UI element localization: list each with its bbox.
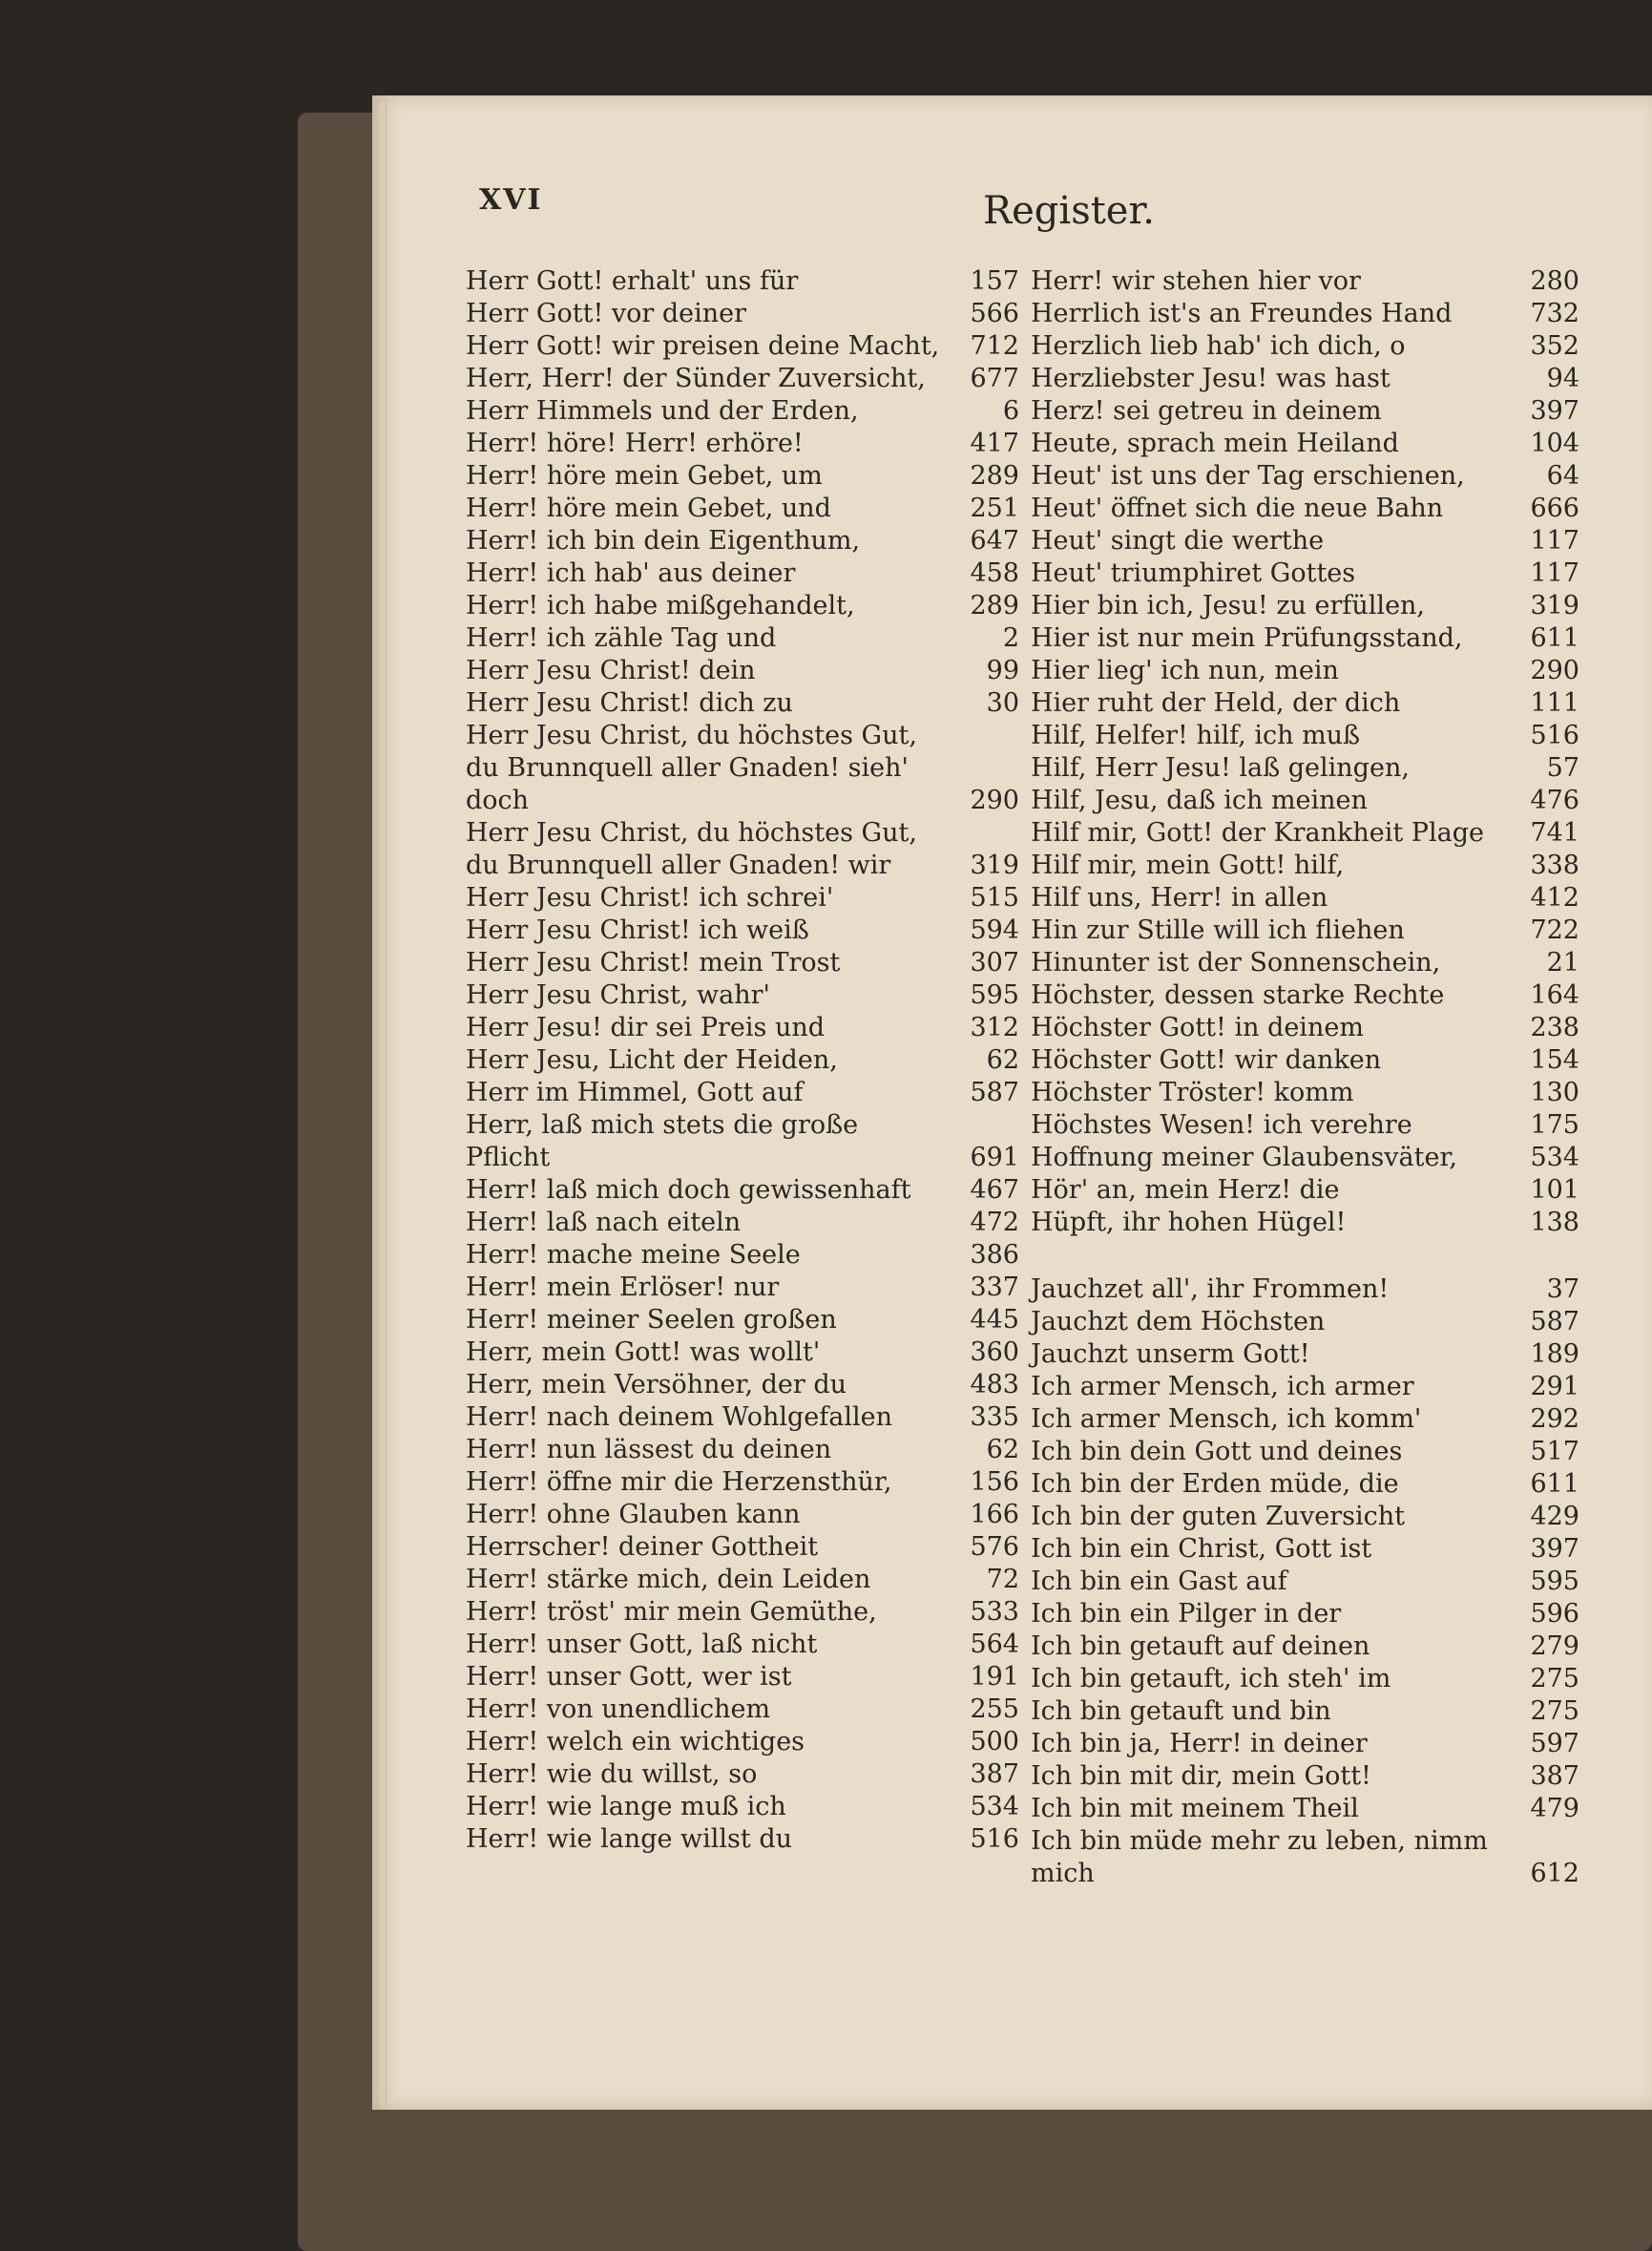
entry-title: Herr, laß mich stets die große Pflicht (466, 1110, 859, 1172)
index-entry (1031, 1273, 1579, 1306)
entry-page-number: 280 (1530, 266, 1579, 296)
index-entry (1031, 752, 1579, 785)
entry-title: Jauchzt unserm Gott! (1031, 1339, 1310, 1369)
entry-page-number: 612 (1530, 1859, 1579, 1888)
entry-title: Herr Jesu Christ! dein (466, 656, 756, 685)
entry-page-number: 517 (1530, 1437, 1579, 1466)
entry-title: Herr Gott! vor deiner (466, 299, 747, 328)
entry-title: Herr Gott! erhalt' uns für (466, 266, 799, 296)
entry-page-number: 595 (1530, 1567, 1579, 1596)
index-entry (1031, 1825, 1579, 1890)
entry-title: Hilf uns, Herr! in allen (1031, 883, 1328, 913)
entry-title: Herrscher! deiner Gottheit (466, 1532, 819, 1562)
entry-title: Herr! laß mich doch gewissenhaft (466, 1175, 911, 1205)
entry-title: Herr Jesu Christ! ich weiß (466, 915, 809, 945)
entry-page-number: 564 (970, 1630, 1019, 1659)
entry-page-number: 166 (970, 1500, 1019, 1529)
index-entry (1031, 720, 1579, 752)
entry-title: Ich armer Mensch, ich komm' (1031, 1404, 1422, 1434)
index-entry (1031, 1501, 1579, 1533)
entry-page-number: 387 (970, 1759, 1019, 1789)
index-entry (466, 1109, 1019, 1174)
entry-page-number: 157 (970, 266, 1019, 296)
entry-page-number: 101 (1530, 1175, 1579, 1205)
entry-page-number: 534 (970, 1792, 1019, 1821)
entry-page-number: 30 (986, 688, 1019, 718)
entry-page-number: 566 (970, 299, 1019, 328)
page-number: XVI (479, 183, 543, 217)
entry-page-number: 534 (1530, 1143, 1579, 1172)
entry-title: Hör' an, mein Herz! die (1031, 1175, 1340, 1205)
index-entry (1031, 1468, 1579, 1501)
entry-page-number: 156 (970, 1467, 1019, 1497)
entry-title: Hilf, Jesu, daß ich meinen (1031, 786, 1368, 815)
index-entry (1031, 1566, 1579, 1598)
entry-page-number: 587 (1530, 1307, 1579, 1336)
index-entry (1031, 1436, 1579, 1468)
index-entry (466, 428, 1019, 460)
entry-title: Herr, Herr! der Sünder Zuversicht, (466, 364, 926, 393)
entry-title: Herzlich lieb hab' ich dich, o (1031, 331, 1406, 361)
index-entry (466, 947, 1019, 979)
entry-title: Heute, sprach mein Heiland (1031, 429, 1399, 458)
index-entry (466, 1694, 1019, 1726)
entry-page-number: 429 (1530, 1502, 1579, 1531)
entry-page-number: 275 (1530, 1696, 1579, 1726)
index-entry (466, 687, 1019, 720)
entry-title: Hier ist nur mein Prüfungsstand, (1031, 623, 1463, 653)
entry-title: Heut' triumphiret Gottes (1031, 558, 1356, 588)
index-entry (466, 363, 1019, 395)
index-entry (466, 1499, 1019, 1531)
entry-title: Herr! laß nach eiteln (466, 1208, 742, 1237)
index-entry (1031, 1207, 1579, 1239)
index-entry (466, 1758, 1019, 1791)
entry-title: Heut' singt die werthe (1031, 526, 1325, 556)
entry-page-number: 62 (986, 1045, 1019, 1075)
index-entry (466, 1369, 1019, 1401)
entry-page-number: 289 (970, 461, 1019, 491)
index-entry (1031, 1533, 1579, 1566)
index-entry (466, 1174, 1019, 1207)
index-entry (466, 1077, 1019, 1109)
entry-title: Höchster, dessen starke Rechte (1031, 980, 1445, 1010)
entry-page-number: 37 (1546, 1274, 1579, 1304)
entry-page-number: 647 (970, 526, 1019, 556)
index-entry (1031, 1174, 1579, 1207)
entry-page-number: 312 (970, 1013, 1019, 1042)
entry-title: Herr! meiner Seelen großen (466, 1305, 837, 1335)
page-edge (380, 101, 387, 2106)
page-title: Register. (983, 189, 1155, 233)
entry-title: Hier ruht der Held, der dich (1031, 688, 1401, 718)
index-entry (1031, 557, 1579, 590)
entry-title: Herr Jesu, Licht der Heiden, (466, 1045, 838, 1075)
entry-page-number: 289 (970, 591, 1019, 621)
entry-page-number: 360 (970, 1337, 1019, 1367)
entry-title: Herr! wir stehen hier vor (1031, 266, 1361, 296)
entry-page-number: 251 (970, 494, 1019, 523)
entry-title: Herr Jesu Christ! ich schrei' (466, 883, 834, 913)
entry-title: Herr Jesu Christ! dich zu (466, 688, 793, 718)
entry-title: Ich armer Mensch, ich armer (1031, 1372, 1414, 1401)
entry-title: Hier lieg' ich nun, mein (1031, 656, 1339, 685)
index-entry (466, 979, 1019, 1012)
entry-title: Herr! ich zähle Tag und (466, 623, 777, 653)
index-entry (1031, 947, 1579, 979)
entry-title: Ich bin getauft auf deinen (1031, 1631, 1370, 1661)
index-entry (466, 1336, 1019, 1369)
index-entry (1031, 687, 1579, 720)
entry-title: Herr! mache meine Seele (466, 1240, 801, 1270)
entry-title: Ich bin der guten Zuversicht (1031, 1502, 1406, 1531)
index-entry (1031, 395, 1579, 428)
entry-title: Herr! wie lange muß ich (466, 1792, 786, 1821)
entry-title: Jauchzt dem Höchsten (1031, 1307, 1326, 1336)
index-entry (1031, 1142, 1579, 1174)
index-entry (1031, 525, 1579, 557)
index-entry (1031, 1728, 1579, 1760)
entry-title: Ich bin der Erden müde, die (1031, 1469, 1399, 1499)
entry-title: Herr Jesu Christ, wahr' (466, 980, 770, 1010)
index-entry (466, 525, 1019, 557)
entry-page-number: 472 (970, 1208, 1019, 1237)
entry-title: Herr! ich bin dein Eigenthum, (466, 526, 861, 556)
entry-title: Hilf mir, mein Gott! hilf, (1031, 851, 1345, 880)
index-entry (466, 330, 1019, 363)
entry-title: Herr! nach deinem Wohlgefallen (466, 1402, 892, 1432)
index-entry (466, 1239, 1019, 1272)
entry-title: Herr Jesu Christ, du höchstes Gut, du Brunnquell aller Gnaden! wir (466, 818, 917, 880)
entry-page-number: 516 (1530, 721, 1579, 750)
entry-page-number: 712 (970, 331, 1019, 361)
entry-page-number: 130 (1530, 1078, 1579, 1107)
index-entry (466, 622, 1019, 655)
entry-title: Herr! tröst' mir mein Gemüthe, (466, 1597, 877, 1627)
index-entry (466, 1401, 1019, 1434)
entry-page-number: 732 (1530, 299, 1579, 328)
index-entry (1031, 1012, 1579, 1044)
entry-page-number: 154 (1530, 1045, 1579, 1075)
entry-page-number: 596 (1530, 1599, 1579, 1629)
entry-title: Ich bin getauft und bin (1031, 1696, 1331, 1726)
index-entry (466, 1791, 1019, 1823)
entry-title: Herr! unser Gott, wer ist (466, 1662, 792, 1692)
index-entry (1031, 1695, 1579, 1728)
entry-page-number: 72 (986, 1565, 1019, 1594)
index-entry (1031, 1109, 1579, 1142)
entry-title: Ich bin müde mehr zu leben, nimm mich (1031, 1826, 1488, 1888)
entry-page-number: 238 (1530, 1013, 1579, 1042)
index-entry (466, 1726, 1019, 1758)
entry-title: Hoffnung meiner Glaubensväter, (1031, 1143, 1457, 1172)
entry-page-number: 666 (1530, 494, 1579, 523)
entry-page-number: 500 (970, 1727, 1019, 1757)
entry-page-number: 104 (1530, 429, 1579, 458)
entry-title: Ich bin ja, Herr! in deiner (1031, 1729, 1368, 1758)
entry-title: Herr! welch ein wichtiges (466, 1727, 805, 1757)
entry-page-number: 191 (970, 1662, 1019, 1692)
index-entry (1031, 1663, 1579, 1695)
index-entry (1031, 915, 1579, 947)
entry-page-number: 611 (1530, 623, 1579, 653)
index-entry (466, 882, 1019, 915)
entry-page-number: 307 (970, 948, 1019, 978)
entry-title: Herr! mein Erlöser! nur (466, 1273, 780, 1302)
entry-page-number: 255 (970, 1694, 1019, 1724)
index-entry (466, 265, 1019, 298)
entry-title: Hilf, Helfer! hilf, ich muß (1031, 721, 1361, 750)
index-entry (466, 590, 1019, 622)
entry-title: Ich bin ein Pilger in der (1031, 1599, 1342, 1629)
index-entry (466, 1596, 1019, 1629)
entry-page-number: 516 (970, 1824, 1019, 1854)
entry-page-number: 397 (1530, 396, 1579, 426)
index-entry (466, 1629, 1019, 1661)
entry-page-number: 476 (1530, 786, 1579, 815)
entry-title: Herr im Himmel, Gott auf (466, 1078, 804, 1107)
index-entry (1031, 363, 1579, 395)
entry-page-number: 57 (1546, 753, 1579, 783)
index-entry (466, 395, 1019, 428)
index-entry (1031, 882, 1579, 915)
entry-page-number: 164 (1530, 980, 1579, 1010)
index-entry (466, 1661, 1019, 1694)
entry-page-number: 99 (986, 656, 1019, 685)
entry-page-number: 319 (1530, 591, 1579, 621)
index-entry (466, 1304, 1019, 1336)
index-entry (1031, 298, 1579, 330)
entry-page-number: 6 (1002, 396, 1019, 426)
entry-title: Höchster Gott! wir danken (1031, 1045, 1382, 1075)
entry-page-number: 677 (970, 364, 1019, 393)
index-entry (466, 1434, 1019, 1466)
entry-page-number: 62 (986, 1435, 1019, 1464)
entry-page-number: 292 (1530, 1404, 1579, 1434)
index-entry (1031, 1044, 1579, 1077)
index-entry (466, 1466, 1019, 1499)
entry-page-number: 319 (970, 851, 1019, 880)
entry-title: Herr Jesu Christ! mein Trost (466, 948, 841, 978)
entry-title: Herr Himmels und der Erden, (466, 396, 859, 426)
entry-title: Herr! öffne mir die Herzensthür, (466, 1467, 892, 1497)
entry-title: Hilf, Herr Jesu! laß gelingen, (1031, 753, 1410, 783)
entry-title: Heut' öffnet sich die neue Bahn (1031, 494, 1444, 523)
entry-title: Ich bin ein Gast auf (1031, 1567, 1287, 1596)
entry-page-number: 587 (970, 1078, 1019, 1107)
index-entry (1031, 817, 1579, 850)
index-entry (1031, 979, 1579, 1012)
entry-title: Hilf mir, Gott! der Krankheit Plage (1031, 818, 1484, 848)
entry-page-number: 111 (1530, 688, 1579, 718)
index-entry (466, 493, 1019, 525)
index-entry (466, 557, 1019, 590)
entry-page-number: 611 (1530, 1469, 1579, 1499)
entry-page-number: 412 (1530, 883, 1579, 913)
index-entry (466, 1531, 1019, 1564)
entry-page-number: 533 (970, 1597, 1019, 1627)
entry-page-number: 117 (1530, 558, 1579, 588)
entry-title: Hinunter ist der Sonnenschein, (1031, 948, 1441, 978)
index-entry (1031, 428, 1579, 460)
index-column-right (1031, 265, 1579, 1890)
index-entry (1031, 1598, 1579, 1630)
entry-title: Herr Jesu! dir sei Preis und (466, 1013, 826, 1042)
entry-page-number: 189 (1530, 1339, 1579, 1369)
entry-title: Ich bin mit dir, mein Gott! (1031, 1761, 1371, 1791)
entry-title: Herr Jesu Christ, du höchstes Gut, du Brunnquell aller Gnaden! sieh' doch (466, 721, 917, 815)
index-entry (466, 655, 1019, 687)
index-entry (1031, 785, 1579, 817)
entry-title: Herr! wie du willst, so (466, 1759, 758, 1789)
entry-title: Ich bin getauft, ich steh' im (1031, 1664, 1391, 1694)
entry-title: Ich bin mit meinem Theil (1031, 1794, 1359, 1823)
entry-title: Herr! höre mein Gebet, um (466, 461, 823, 491)
entry-title: Höchster Tröster! komm (1031, 1078, 1354, 1107)
index-entry (1031, 1403, 1579, 1436)
index-entry (466, 460, 1019, 493)
entry-page-number: 387 (1530, 1761, 1579, 1791)
index-entry (466, 817, 1019, 882)
entry-page-number: 597 (1530, 1729, 1579, 1758)
entry-title: Herr! ich hab' aus deiner (466, 558, 796, 588)
index-entry (466, 720, 1019, 817)
entry-page-number: 2 (1002, 623, 1019, 653)
entry-page-number: 64 (1546, 461, 1579, 491)
entry-page-number: 335 (970, 1402, 1019, 1432)
entry-title: Herr, mein Versöhner, der du (466, 1370, 847, 1399)
index-entry (1031, 1077, 1579, 1109)
entry-page-number: 594 (970, 915, 1019, 945)
entry-page-number: 595 (970, 980, 1019, 1010)
entry-page-number: 279 (1530, 1631, 1579, 1661)
entry-title: Herr! höre! Herr! erhöre! (466, 429, 804, 458)
entry-title: Ich bin ein Christ, Gott ist (1031, 1534, 1372, 1564)
entry-title: Höchster Gott! in deinem (1031, 1013, 1364, 1042)
entry-title: Hier bin ich, Jesu! zu erfüllen, (1031, 591, 1426, 621)
index-entry (1031, 1371, 1579, 1403)
entry-title: Heut' ist uns der Tag erschienen, (1031, 461, 1465, 491)
entry-page-number: 386 (970, 1240, 1019, 1270)
entry-page-number: 338 (1530, 851, 1579, 880)
entry-title: Ich bin dein Gott und deines (1031, 1437, 1403, 1466)
entry-title: Hüpft, ihr hohen Hügel! (1031, 1208, 1347, 1237)
entry-page-number: 175 (1530, 1110, 1579, 1140)
entry-title: Herr Gott! wir preisen deine Macht, (466, 331, 940, 361)
index-entry (466, 1012, 1019, 1044)
entry-page-number: 94 (1546, 364, 1579, 393)
entry-page-number: 291 (1530, 1372, 1579, 1401)
entry-page-number: 483 (970, 1370, 1019, 1399)
entry-page-number: 576 (970, 1532, 1019, 1562)
entry-page-number: 275 (1530, 1664, 1579, 1694)
entry-title: Herr! von unendlichem (466, 1694, 771, 1724)
entry-title: Herr! ohne Glauben kann (466, 1500, 801, 1529)
index-entry (1031, 850, 1579, 882)
entry-page-number: 741 (1530, 818, 1579, 848)
entry-title: Herr! stärke mich, dein Leiden (466, 1565, 871, 1594)
index-entry (466, 915, 1019, 947)
entry-title: Herr! wie lange willst du (466, 1824, 793, 1854)
entry-page-number: 290 (1530, 656, 1579, 685)
index-entry (1031, 655, 1579, 687)
entry-page-number: 479 (1530, 1794, 1579, 1823)
entry-page-number: 691 (970, 1143, 1019, 1172)
entry-page-number: 515 (970, 883, 1019, 913)
index-entry (1031, 590, 1579, 622)
index-entry (1031, 622, 1579, 655)
entry-page-number: 21 (1546, 948, 1579, 978)
index-entry (466, 298, 1019, 330)
entry-page-number: 352 (1530, 331, 1579, 361)
index-entry (1031, 1793, 1579, 1825)
entry-title: Herr, mein Gott! was wollt' (466, 1337, 821, 1367)
entry-title: Herr! ich habe mißgehandelt, (466, 591, 855, 621)
index-entry (1031, 493, 1579, 525)
entry-title: Höchstes Wesen! ich verehre (1031, 1110, 1412, 1140)
index-entry (1031, 1338, 1579, 1371)
index-entry (1031, 1630, 1579, 1663)
index-entry (1031, 1306, 1579, 1338)
index-entry (466, 1207, 1019, 1239)
index-column-left (466, 265, 1019, 1856)
index-entry (1031, 1760, 1579, 1793)
index-entry (1031, 330, 1579, 363)
entry-title: Herz! sei getreu in deinem (1031, 396, 1382, 426)
entry-page-number: 417 (970, 429, 1019, 458)
entry-page-number: 397 (1530, 1534, 1579, 1564)
index-entry (466, 1823, 1019, 1856)
entry-title: Herrlich ist's an Freundes Hand (1031, 299, 1453, 328)
entry-page-number: 445 (970, 1305, 1019, 1335)
entry-title: Hin zur Stille will ich fliehen (1031, 915, 1405, 945)
index-entry (1031, 460, 1579, 493)
entry-page-number: 467 (970, 1175, 1019, 1205)
entry-title: Herr! höre mein Gebet, und (466, 494, 831, 523)
section-gap (1031, 1239, 1579, 1273)
entry-page-number: 290 (970, 786, 1019, 815)
index-entry (466, 1044, 1019, 1077)
entry-page-number: 337 (970, 1273, 1019, 1302)
entry-page-number: 458 (970, 558, 1019, 588)
entry-page-number: 117 (1530, 526, 1579, 556)
index-entry (1031, 265, 1579, 298)
entry-title: Jauchzet all', ihr Frommen! (1031, 1274, 1390, 1304)
entry-title: Herzliebster Jesu! was hast (1031, 364, 1391, 393)
entry-title: Herr! nun lässest du deinen (466, 1435, 832, 1464)
entry-page-number: 138 (1530, 1208, 1579, 1237)
entry-page-number: 722 (1530, 915, 1579, 945)
entry-title: Herr! unser Gott, laß nicht (466, 1630, 818, 1659)
index-entry (466, 1272, 1019, 1304)
index-entry (466, 1564, 1019, 1596)
